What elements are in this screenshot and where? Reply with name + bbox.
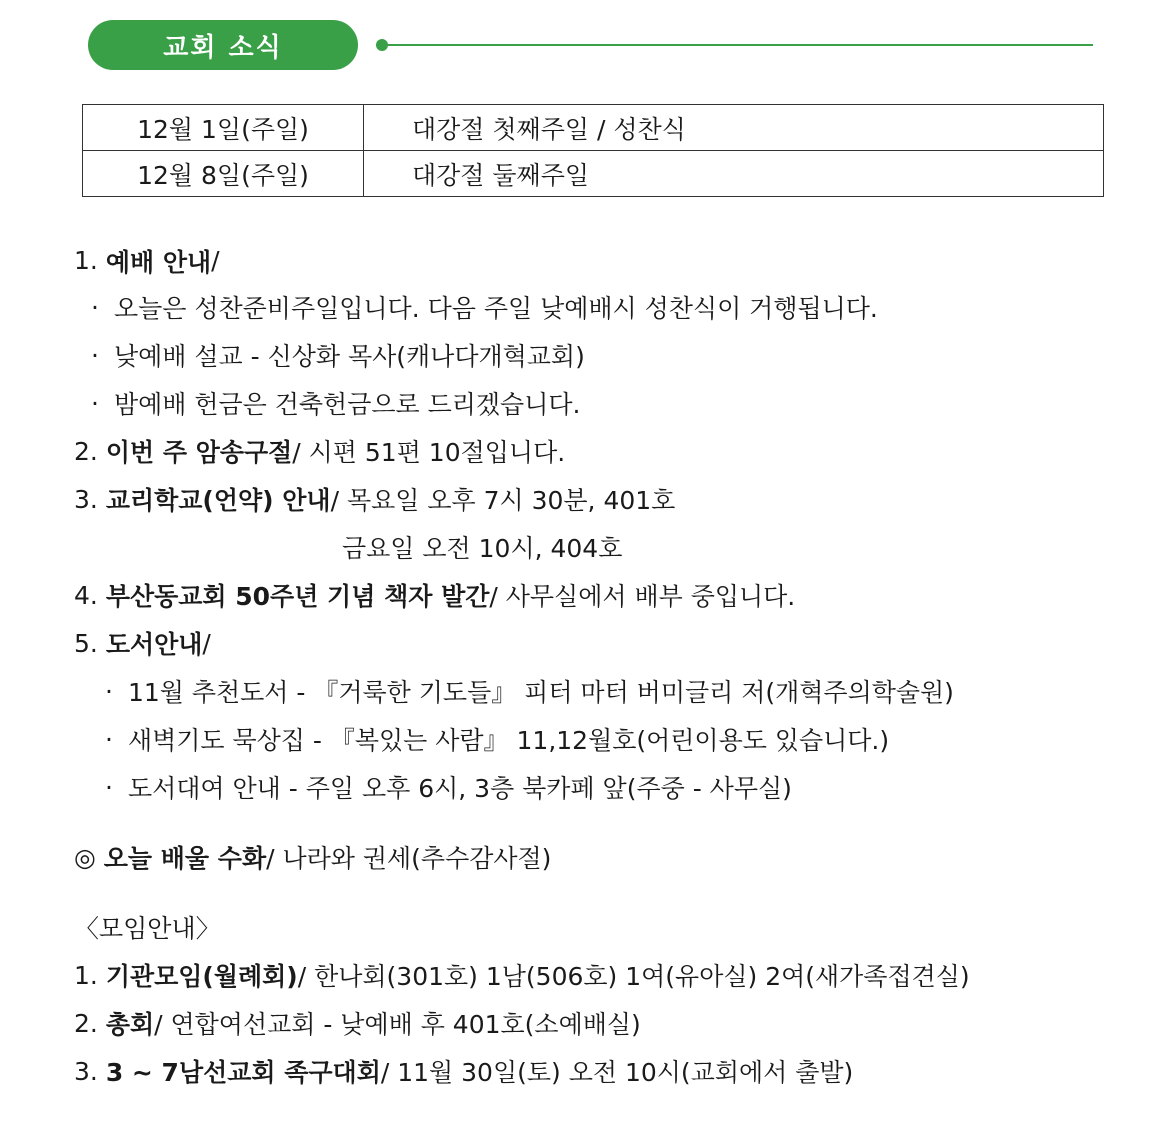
bullet-icon: · — [105, 724, 113, 754]
bullet-icon: · — [91, 340, 99, 370]
list-item-text: 도서대여 안내 - 주일 오후 6시, 3층 북카페 앞(주중 - 사무실) — [127, 774, 792, 803]
item-number: 3. — [74, 1056, 98, 1086]
notice-title: 부산동교회 50주년 기념 책자 발간 — [105, 582, 490, 611]
list-item — [74, 763, 1134, 811]
schedule-table — [82, 104, 1104, 197]
item-number: 1. — [74, 246, 98, 275]
bullet-icon: · — [91, 292, 99, 322]
spacer — [74, 811, 1134, 833]
section-title: 교회 소식 — [88, 20, 358, 70]
meeting-item — [74, 999, 1134, 1047]
double-circle-icon: ◎ — [74, 842, 96, 872]
meeting-title: 3 ~ 7남선교회 족구대회 — [105, 1058, 381, 1087]
notice-catechism — [74, 475, 1134, 523]
notice-detail: / 나라와 권세(추수감사절) — [266, 844, 552, 873]
notice-title: 이번 주 암송구절 — [105, 438, 293, 467]
list-item-text: 낮예배 설교 - 신상화 목사(캐나다개혁교회) — [113, 342, 585, 371]
notice-detail: / 시편 51편 10절입니다. — [292, 438, 566, 467]
notice-catechism-continued — [74, 523, 1134, 571]
notice-library — [74, 619, 1134, 667]
list-item — [74, 331, 1134, 379]
list-item-text: 밤예배 헌금은 건축헌금으로 드리겠습니다. — [113, 390, 581, 419]
header-divider-line — [386, 44, 1093, 46]
item-number: 1. — [74, 960, 98, 990]
list-item — [74, 667, 1134, 715]
item-number: 4. — [74, 580, 98, 610]
meeting-detail: / 연합여선교회 - 낮예배 후 401호(소예배실) — [154, 1010, 641, 1039]
notice-detail: / 목요일 오후 7시 30분, 401호 — [330, 486, 676, 515]
bullet-icon: · — [105, 772, 113, 802]
section-header — [88, 20, 1098, 72]
list-item — [74, 715, 1134, 763]
item-number: 3. — [74, 484, 98, 514]
meeting-title: 기관모임(월례회) — [105, 962, 298, 991]
table-row — [83, 151, 1104, 197]
meeting-item — [74, 951, 1134, 999]
notice-book — [74, 571, 1134, 619]
event-date: 12월 8일(주일) — [83, 151, 364, 197]
list-item-text: 새벽기도 묵상집 - 『복있는 사람』 11,12월호(어린이용도 있습니다.) — [127, 726, 890, 755]
item-number: 5. — [74, 628, 98, 658]
meeting-detail: / 한나회(301호) 1남(506호) 1여(유아실) 2여(새가족접견실) — [297, 962, 970, 991]
bullet-icon: · — [91, 388, 99, 418]
notice-worship — [74, 238, 1134, 283]
notice-title: 오늘 배울 수화 — [103, 844, 267, 873]
meetings-heading-text: 〈모임안내〉 — [74, 914, 221, 943]
notice-separator: / — [202, 628, 211, 658]
notice-memory-verse — [74, 427, 1134, 475]
item-number: 2. — [74, 436, 98, 466]
event-description: 대강절 둘째주일 — [364, 151, 1104, 197]
meetings-heading — [74, 903, 1134, 951]
list-item-text: 오늘은 성찬준비주일입니다. 다음 주일 낮예배시 성찬식이 거행됩니다. — [113, 294, 878, 323]
list-item — [74, 379, 1134, 427]
meeting-title: 총회 — [105, 1010, 155, 1039]
item-number: 2. — [74, 1008, 98, 1038]
notice-title: 도서안내 — [105, 630, 203, 659]
bullet-icon: · — [105, 676, 113, 706]
table-row — [83, 105, 1104, 151]
notice-detail: / 사무실에서 배부 중입니다. — [489, 582, 796, 611]
meeting-item — [74, 1047, 1134, 1095]
notice-separator: / — [211, 246, 220, 275]
notice-list — [74, 238, 1134, 1095]
notice-title: 교리학교(언약) 안내 — [105, 486, 331, 515]
spacer — [74, 881, 1134, 903]
notice-hymn — [74, 833, 1134, 881]
notice-detail: 금요일 오전 10시, 404호 — [342, 534, 623, 563]
list-item — [74, 283, 1134, 331]
notice-title: 예배 안내 — [105, 247, 212, 277]
event-description: 대강절 첫째주일 / 성찬식 — [364, 105, 1104, 151]
list-item-text: 11월 추천도서 - 『거룩한 기도들』 피터 마터 버미글리 저(개혁주의학술원) — [127, 678, 954, 707]
meeting-detail: / 11월 30일(토) 오전 10시(교회에서 출발) — [380, 1058, 854, 1087]
event-date: 12월 1일(주일) — [83, 105, 364, 151]
